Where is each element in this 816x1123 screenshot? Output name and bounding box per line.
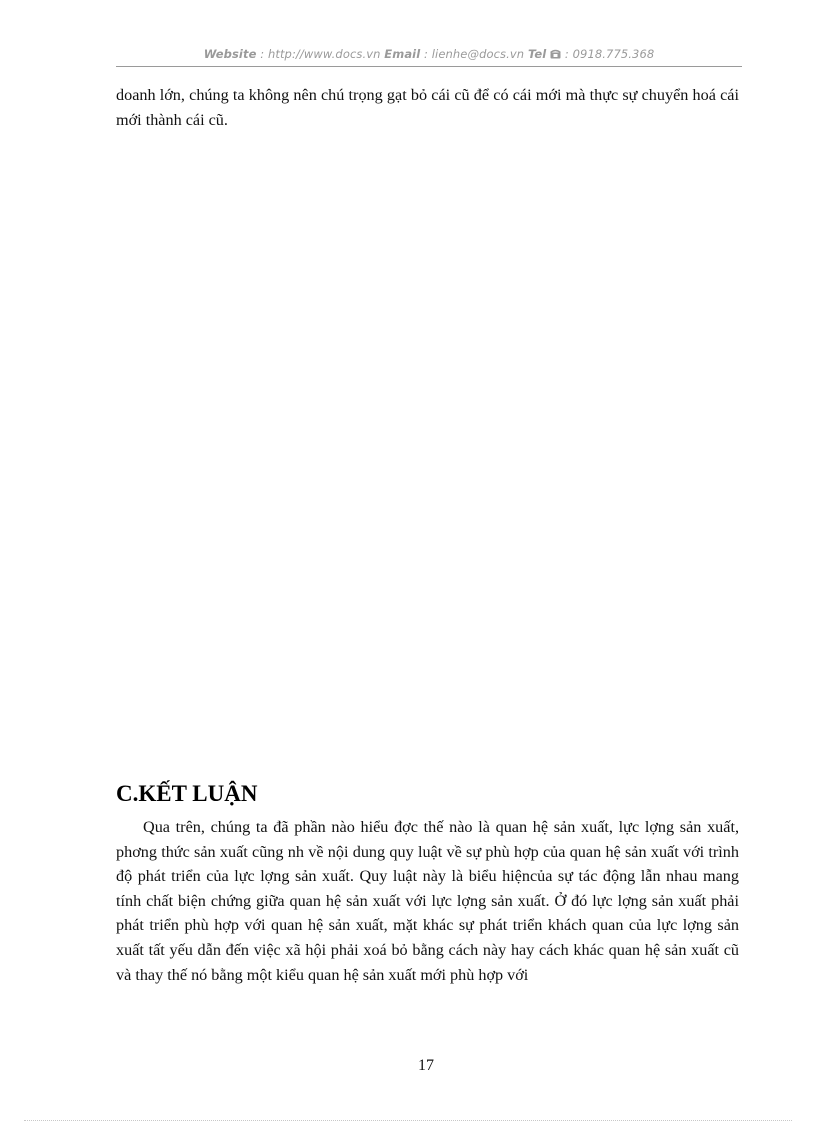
body-paragraph-1: doanh lớn, chúng ta không nên chú trọng gạt bỏ cái cũ để có cái mới mà thực sự chuyển hoá cái mới thành cái cũ.	[116, 86, 739, 129]
telephone-icon	[550, 47, 565, 61]
website-label: Website	[203, 47, 257, 61]
body-paragraph-2: Qua trên, chúng ta đã phần nào hiểu đợc thế nào là quan hệ sản xuất, lực lợng sản xuất, phơng thức sản xuất cũng nh về nội dung quy luật về sự phù hợp của quan hệ sản xuất với trình độ phát triển của lực lợng sản xuất. Quy luật này là biểu hiệncủa sự tác động lẫn nhau mang tính chất biện chứng giữa quan hệ sản xuất với lực lợng sản xuất. Ở đó lực lợng sản xuất phải phát triển phù hợp với quan hệ sản xuất, mặt khác sự phát triển khách quan của lực lợng sản xuất tất yếu dẫn đến việc xã hội phải xoá bỏ bằng cách này hay cách khác quan hệ sản xuất cũ và thay thế nó bằng một kiểu quan hệ sản xuất mới phù hợp với	[116, 818, 739, 984]
email-label: Email	[384, 47, 421, 61]
tel-number: : 0918.775.368	[564, 47, 655, 61]
page-header	[116, 47, 742, 61]
website-url: : http://www.docs.vn	[256, 47, 385, 61]
header-divider	[116, 66, 742, 67]
tel-label: Tel	[527, 47, 547, 61]
page-number: 17	[418, 1057, 434, 1074]
section-title: C.KẾT LUẬN	[116, 781, 258, 806]
footer-divider	[24, 1120, 792, 1121]
email-address: : lienhe@docs.vn	[420, 47, 528, 61]
